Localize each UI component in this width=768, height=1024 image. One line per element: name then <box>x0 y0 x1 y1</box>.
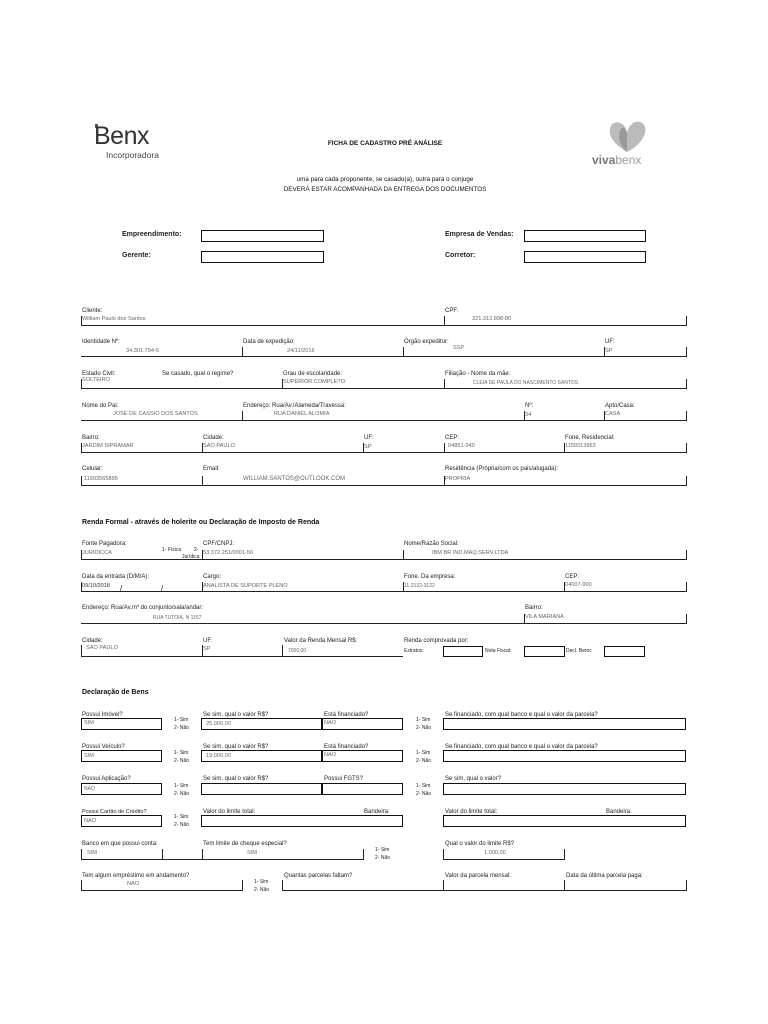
row-underline <box>81 656 403 657</box>
data-parcela-label: Data da última parcela paga: <box>566 873 643 879</box>
veiculo-input[interactable] <box>81 750 162 762</box>
cheque-sim-option: 1- Sim <box>375 847 390 853</box>
field-divider <box>242 347 243 357</box>
cartao-label: Possui Cartão de Crédito? <box>82 809 147 815</box>
veiculo-fin-nao-option: 2- Não <box>416 758 432 764</box>
email-value[interactable]: WILLIAM.SANTOS@OUTLOOK.COM <box>243 476 345 482</box>
data-expedicao-label: Data de expedição: <box>243 339 295 345</box>
filiacao-value[interactable]: CLEIA DE PAULA DO NASCIMENTO SANTOS <box>473 380 579 386</box>
gerente-input[interactable] <box>201 251 324 263</box>
cpf-value[interactable]: 321.312.898-80 <box>472 316 512 322</box>
field-divider <box>686 582 687 592</box>
fgts-sim-option: 1- Sim <box>416 783 431 789</box>
bairro-empresa-value[interactable]: VILA MARIANA <box>525 614 564 620</box>
imovel-sim-option: 1- Sim <box>174 717 189 723</box>
aplicacao-value[interactable]: NAO <box>84 786 95 792</box>
fgts-label: Possui FGTS? <box>324 776 364 782</box>
field-divider <box>202 645 203 657</box>
cidade-empresa-label: Cidade: <box>82 638 103 644</box>
apto-value[interactable]: CASA <box>605 411 621 417</box>
field-divider <box>242 880 243 891</box>
cep-value[interactable]: 04851-340 <box>448 443 475 449</box>
bairro-value[interactable]: JARDIM SIPRAMAR <box>82 443 134 449</box>
uf-empresa-value[interactable]: SP <box>203 646 211 652</box>
vivabenx-heart-icon <box>605 120 649 154</box>
field-divider <box>686 550 687 560</box>
cartao-input[interactable] <box>81 815 162 827</box>
fgts-nao-option: 2- Não <box>416 791 432 797</box>
field-divider <box>443 880 444 891</box>
fone-empresa-label: Fone. Da empresa: <box>404 574 456 580</box>
date-separator: / <box>120 584 123 593</box>
cartao-sim-option: 1- Sim <box>174 814 189 820</box>
limite-bandeira-2-input[interactable] <box>443 815 686 827</box>
veiculo-banco-input[interactable] <box>443 750 686 762</box>
field-divider <box>81 849 82 860</box>
field-divider <box>403 582 404 592</box>
cep-label: CEP: <box>445 435 460 441</box>
field-divider <box>686 476 687 486</box>
veiculo-valor-input[interactable] <box>201 750 322 762</box>
fgts-valor-label: Se sim, qual o valor? <box>445 776 502 782</box>
field-divider <box>81 880 82 891</box>
fone-empresa-value[interactable]: 11-2132-3122 <box>404 583 435 589</box>
row-underline <box>81 420 686 421</box>
razao-social-label: Nome/Razão Social: <box>404 541 459 547</box>
imovel-valor-label: Se sim, qual o valor R$? <box>203 712 269 718</box>
field-divider <box>81 443 82 453</box>
tipo-juridica-option-text: Jurídica <box>182 554 200 560</box>
aplicacao-label: Possui Aplicação? <box>82 776 131 782</box>
form-subtitle-1: uma para cada proponente, se casado(a), outra para o conjuge <box>296 176 474 183</box>
fonte-pagadora-value[interactable]: JURIDICCA <box>82 550 112 556</box>
cep-empresa-label: CEP: <box>565 574 580 580</box>
field-divider <box>444 476 445 486</box>
field-divider <box>282 379 283 389</box>
cliente-value[interactable]: William Paulo dos Santos <box>82 316 146 322</box>
cartao-nao-option: 2- Não <box>174 822 190 828</box>
imovel-fin-nao-option: 2- Não <box>416 725 432 731</box>
field-divider <box>81 550 82 560</box>
valor-renda-value[interactable]: 7000,00 <box>288 648 307 654</box>
bairro-empresa-label: Bairro: <box>525 605 543 611</box>
data-entrada-label: Data da entrada (D/M/A): <box>82 574 150 580</box>
bens-section-title: Declaração de Bens <box>82 689 149 696</box>
gerente-label: Gerente: <box>122 252 151 259</box>
imovel-valor-value[interactable]: 25.000,00 <box>206 721 231 727</box>
row-underline <box>81 591 686 592</box>
field-divider <box>282 880 283 891</box>
row-underline <box>81 890 242 891</box>
qual-limite-value[interactable]: 1.000,00 <box>484 850 506 856</box>
benx-logo-subtext: Incorporadora <box>106 150 159 160</box>
limite-total-label: Valor do limite total: <box>203 809 256 815</box>
imovel-value[interactable]: SIM <box>84 720 94 726</box>
extratos-checkbox[interactable] <box>443 646 483 657</box>
cargo-label: Cargo: <box>203 574 222 580</box>
banco-conta-value[interactable]: SIM <box>87 850 97 856</box>
fonte-pagadora-label: Fonte Pagadora: <box>82 541 127 547</box>
corretor-input[interactable] <box>524 251 646 263</box>
pai-label: Nome do Pai: <box>82 403 119 409</box>
field-divider <box>564 582 565 592</box>
endereco-label: Endereço: Rua/Av./Alameda/Travessa: <box>243 403 346 409</box>
field-divider <box>686 347 687 357</box>
escolaridade-label: Grau de escolaridade: <box>283 371 343 377</box>
field-divider <box>604 347 605 357</box>
field-divider <box>686 316 687 326</box>
apto-label: Apto/Casa: <box>605 403 635 409</box>
limite-bandeira-input[interactable] <box>201 815 403 827</box>
field-divider <box>202 476 203 486</box>
imovel-fin-sim-option: 1- Sim <box>416 717 431 723</box>
fgts-valor-input[interactable] <box>443 783 686 795</box>
celular-label: Celular: <box>82 466 103 472</box>
valor-renda-label: Valor da Renda Mensal R$: <box>284 638 358 644</box>
cnpj-value[interactable]: 53.372.251/0001-56 <box>203 550 254 556</box>
emprestimo-value[interactable]: NAO <box>127 881 140 887</box>
vivabenx-logo <box>590 118 670 168</box>
estado-civil-value[interactable]: SOLTEIRO <box>82 377 110 383</box>
endereco-empresa-label: Endereço: Rua/Av./nº do conjunto/sala/andar: <box>82 605 204 611</box>
data-entrada-value[interactable]: 09/10/2018 <box>82 583 110 589</box>
corretor-label: Corretor: <box>445 252 476 259</box>
field-divider <box>403 550 404 560</box>
renda-comprovada-label: Renda comprovada por: <box>404 638 469 644</box>
decl-beroc-checkbox[interactable] <box>604 646 645 657</box>
field-divider <box>363 443 364 453</box>
aplicacao-nao-option: 2- Não <box>174 791 190 797</box>
cheque-nao-option: 2- Não <box>375 855 391 861</box>
veiculo-financiado-label: Está financiado? <box>324 744 369 750</box>
empresa-vendas-label: Empresa de Vendas: <box>445 231 514 238</box>
field-divider <box>202 582 203 592</box>
limite-total-2-label: Valor do limite total: <box>445 809 498 815</box>
imovel-financiado-input[interactable] <box>322 718 403 730</box>
pai-value[interactable]: JOSE DE CASSIO DOS SANTOS <box>113 411 198 417</box>
field-divider <box>81 379 82 389</box>
veiculo-label: Possui Veículo? <box>82 744 125 750</box>
empreendimento-input[interactable] <box>201 230 324 242</box>
valor-parcela-label: Valor da parcela mensal: <box>445 873 511 879</box>
tipo-juridica-option: 2- <box>194 547 199 553</box>
identidade-label: Identidade Nº: <box>82 339 120 345</box>
escolaridade-value[interactable]: SUPERIOR COMPLETO <box>283 379 346 385</box>
aplicacao-input[interactable] <box>81 783 162 795</box>
field-divider <box>242 411 243 421</box>
cheque-especial-label: Tem limite de cheque especial? <box>203 841 287 847</box>
identidade-value[interactable]: 34.301.794-5 <box>126 348 159 354</box>
veiculo-banco-label: Se financiado, com qual banco e qual o valor da parcela? <box>445 744 598 750</box>
decl-beroc-label: Decl. Beroc <box>566 648 592 654</box>
field-divider <box>202 849 203 860</box>
field-divider <box>202 443 203 453</box>
emprestimo-nao-option: 2- Não <box>254 887 270 893</box>
aplicacao-valor-input[interactable] <box>201 783 322 795</box>
imovel-input[interactable] <box>81 718 162 730</box>
fone-residencial-value[interactable]: 1159313963 <box>565 443 596 449</box>
emprestimo-label: Tem algum empréstimo em andamento? <box>82 873 190 879</box>
imovel-financiado-label: Está financiado? <box>324 712 369 718</box>
row-underline <box>81 485 686 486</box>
field-divider <box>403 347 404 357</box>
tipo-fisica-option: 1- Física <box>162 547 182 553</box>
field-divider <box>524 614 525 624</box>
cheque-especial-value[interactable]: SIM <box>247 850 257 856</box>
imovel-label: Possui Imóvel? <box>82 712 123 718</box>
aplicacao-sim-option: 1- Sim <box>174 783 189 789</box>
field-divider <box>686 880 687 891</box>
residencia-label: Residência (Própria/com os pais/alugada): <box>445 466 559 472</box>
imovel-nao-option: 2- Não <box>174 725 190 731</box>
estado-civil-label: Estado Civil: <box>82 371 116 377</box>
field-divider <box>686 411 687 421</box>
cidade-value[interactable]: SAO PAULO <box>203 443 235 449</box>
fone-residencial-label: Fone. Residencial: <box>565 435 615 441</box>
row-underline <box>443 859 564 860</box>
uf-empresa-label: UF: <box>203 638 213 644</box>
field-divider <box>686 443 687 453</box>
bairro-label: Bairro: <box>82 435 100 441</box>
veiculo-valor-label: Se sim, qual o valor R$? <box>203 744 269 750</box>
field-divider <box>686 379 687 389</box>
veiculo-fin-sim-option: 1- Sim <box>416 750 431 756</box>
numero-value[interactable]: 34 <box>525 412 532 418</box>
cargo-value[interactable]: ANALISTA DE SUPORTE PLENO <box>203 583 288 589</box>
aplicacao-valor-label: Se sim, qual o valor R$? <box>203 776 269 782</box>
field-divider <box>363 849 364 860</box>
veiculo-sim-option: 1- Sim <box>174 750 189 756</box>
row-underline <box>81 623 686 624</box>
uf2-value[interactable]: SP <box>364 444 372 450</box>
row-underline <box>81 388 686 389</box>
field-divider <box>564 443 565 453</box>
banco-conta-label: Banco em que possui conta: <box>82 841 158 847</box>
field-divider <box>564 880 565 891</box>
row-underline <box>81 859 363 860</box>
imovel-financiado-value[interactable]: NAO <box>324 720 337 726</box>
data-expedicao-value[interactable]: 24/11/2016 <box>287 348 315 354</box>
veiculo-nao-option: 2- Não <box>174 758 190 764</box>
field-divider <box>81 476 82 486</box>
cartao-value[interactable]: NAO <box>84 818 97 824</box>
empresa-vendas-input[interactable] <box>524 230 646 242</box>
field-divider <box>444 316 445 326</box>
orgao-expeditor-value[interactable]: SSP <box>453 345 465 351</box>
numero-label: Nº: <box>525 403 534 409</box>
field-divider <box>686 614 687 624</box>
benx-logo-text: Benx <box>94 122 149 150</box>
veiculo-financiado-value[interactable]: NAO <box>324 752 337 758</box>
regime-label: Se casado, qual o regime? <box>162 371 234 377</box>
row-underline <box>81 559 686 560</box>
endereco-empresa-value[interactable]: RUA TUTOIA, N 1157 <box>153 615 202 621</box>
field-divider <box>564 849 565 860</box>
parcelas-faltam-label: Quantas parcelas faltam? <box>284 873 353 879</box>
bandeira-2-label: Bandeira: <box>606 809 632 815</box>
row-underline <box>81 325 686 326</box>
uf-value[interactable]: SP <box>605 348 613 354</box>
orgao-expeditor-label: Órgão expeditor: <box>404 339 449 345</box>
date-separator: / <box>161 584 164 593</box>
uf-label: UF: <box>605 339 615 345</box>
extratos-label: Extratos: <box>404 648 424 654</box>
cliente-label: Cliente: <box>82 308 103 314</box>
imovel-valor-input[interactable] <box>201 718 322 730</box>
cnpj-label: CPF/CNPJ: <box>203 541 235 547</box>
field-divider <box>202 550 203 560</box>
uf2-label: UF: <box>364 435 374 441</box>
row-underline <box>81 356 686 357</box>
fgts-input[interactable] <box>322 783 403 795</box>
veiculo-financiado-input[interactable] <box>322 750 403 762</box>
emprestimo-sim-option: 1- Sim <box>254 879 269 885</box>
endereco-value[interactable]: RUA DANIEL ALOMIA <box>274 411 330 417</box>
form-title: FICHA DE CADASTRO PRÉ ANÁLISE <box>327 140 443 147</box>
veiculo-valor-value[interactable]: 19.000,00 <box>206 753 231 759</box>
razao-social-value[interactable]: IBM BR IND.MAQ.SERV.LTDA <box>432 550 509 556</box>
field-divider <box>444 443 445 453</box>
vivabenx-logo-text: vivabenx <box>592 153 642 167</box>
cep-empresa-value[interactable]: 04007-900 <box>565 582 592 588</box>
row-underline <box>282 890 686 891</box>
filiacao-label: Filiação - Nome da mãe: <box>445 371 511 377</box>
email-label: Email: <box>203 466 220 472</box>
empreendimento-label: Empreendimento: <box>122 231 182 238</box>
field-divider <box>81 645 82 657</box>
imovel-banco-label: Se financiado, com qual banco e qual o valor da parcela? <box>445 712 598 718</box>
benx-logo <box>94 120 184 162</box>
field-divider <box>604 411 605 421</box>
field-divider <box>444 379 445 389</box>
cidade-empresa-value[interactable]: SAO PAULO <box>86 645 118 651</box>
cidade-label: Cidade: <box>203 435 224 441</box>
field-divider <box>81 582 82 592</box>
nota-fiscal-checkbox[interactable] <box>524 646 565 657</box>
qual-limite-label: Qual o valor do limite R$? <box>445 841 515 847</box>
bandeira-label: Bandeira: <box>364 809 390 815</box>
cpf-label: CPF: <box>445 308 459 314</box>
form-subtitle-2: DEVERÁ ESTAR ACOMPANHADA DA ENTREGA DOS DOCUMENTOS <box>283 186 487 193</box>
field-divider <box>282 645 283 657</box>
renda-section-title: Renda Formal - através de holerite ou Declaração de Imposto de Renda <box>82 519 320 526</box>
field-divider <box>162 849 163 860</box>
residencia-value[interactable]: PROPRIA <box>445 476 471 482</box>
field-divider <box>524 411 525 421</box>
veiculo-value[interactable]: SIM <box>84 753 94 759</box>
field-divider <box>443 849 444 860</box>
imovel-banco-input[interactable] <box>443 718 686 730</box>
nota-fiscal-label: Nota Fiscal: <box>485 648 512 654</box>
celular-value[interactable]: 11993565895 <box>84 476 118 482</box>
row-underline <box>81 452 686 453</box>
field-divider <box>81 316 82 326</box>
